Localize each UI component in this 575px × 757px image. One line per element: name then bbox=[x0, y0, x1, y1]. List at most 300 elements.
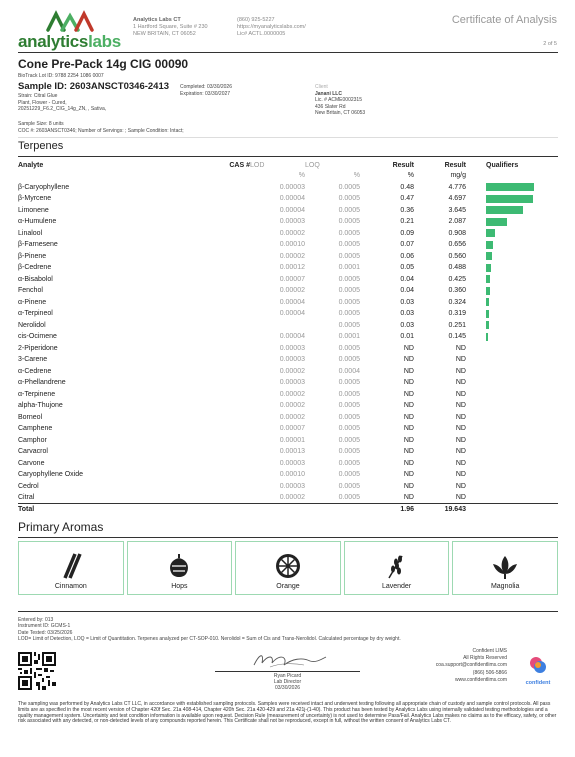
result-bar bbox=[486, 321, 489, 329]
result-bar bbox=[486, 264, 491, 272]
lab-license: Lic# ACTL.0000005 bbox=[237, 31, 286, 37]
loq-value: 0.0005 bbox=[338, 390, 360, 398]
loq-value: 0.0001 bbox=[338, 333, 360, 341]
unit-loq: % bbox=[353, 172, 360, 180]
logo-text-b: labs bbox=[88, 32, 121, 51]
qualifier-cell bbox=[466, 469, 558, 481]
lod-value: 0.00003 bbox=[279, 218, 305, 226]
table-row bbox=[18, 458, 558, 470]
loq-value: 0.0005 bbox=[338, 448, 360, 456]
result-pct: 0.04 bbox=[400, 275, 414, 283]
analyte-name: α-Cedrene bbox=[18, 367, 52, 375]
legend-text: LOD= Limit of Detection, LOQ = Limit of Quantitation. Terpenes analyzed per CT-SOP-010. Nerolidol = Sum of Cis and Trans-Nerolidol. Calculated percentage by dry weight. bbox=[18, 635, 401, 642]
result-mg: ND bbox=[455, 379, 466, 387]
qualifier-cell bbox=[466, 400, 558, 412]
result-pct: ND bbox=[403, 459, 414, 467]
analyte-name: Citral bbox=[18, 494, 35, 501]
entered-by: Entered by: 013 bbox=[18, 617, 54, 623]
client-address-1: 436 Slater Rd bbox=[315, 103, 346, 110]
loq-value: 0.0005 bbox=[338, 218, 360, 226]
magnolia-icon bbox=[490, 552, 520, 580]
cas-number bbox=[190, 308, 250, 320]
confident-logo-icon bbox=[528, 655, 548, 675]
qualifier-cell bbox=[466, 412, 558, 424]
analyte-name: β-Pinene bbox=[18, 252, 47, 260]
confident-logo bbox=[518, 655, 558, 687]
cas-number bbox=[190, 285, 250, 297]
terpenes-title: Terpenes bbox=[18, 140, 64, 152]
qualifier-cell bbox=[466, 216, 558, 228]
cinnamon-icon bbox=[60, 552, 82, 580]
qualifier-cell bbox=[466, 492, 558, 504]
aroma-card bbox=[344, 541, 450, 595]
loq-value: 0.0005 bbox=[338, 321, 360, 329]
analyte-name: alpha-Thujone bbox=[18, 402, 63, 410]
cas-number bbox=[190, 239, 250, 251]
aroma-card bbox=[235, 541, 341, 595]
lod-value: 0.00003 bbox=[279, 379, 305, 387]
result-pct: 0.09 bbox=[400, 229, 414, 237]
logo-mark-icon bbox=[46, 10, 106, 32]
result-pct: ND bbox=[403, 379, 414, 387]
client-name: Janani LLC bbox=[315, 90, 342, 97]
sign-date: 03/30/2026 bbox=[274, 685, 301, 691]
analyte-name: Caryophyllene Oxide bbox=[18, 471, 83, 479]
loq-value: 0.0004 bbox=[338, 367, 360, 375]
qualifier-cell bbox=[466, 308, 558, 320]
analyte-name: α-Pinene bbox=[18, 298, 47, 306]
table-units-row bbox=[18, 170, 558, 182]
qualifier-cell bbox=[466, 251, 558, 263]
table-row bbox=[18, 239, 558, 251]
result-mg: ND bbox=[455, 390, 466, 398]
cas-number bbox=[190, 205, 250, 217]
loq-value: 0.0005 bbox=[338, 183, 360, 191]
loq-value: 0.0005 bbox=[338, 229, 360, 237]
result-bar bbox=[486, 275, 490, 283]
lod-value: 0.00002 bbox=[279, 252, 305, 260]
lab-phone: (860) 925-5227 bbox=[237, 17, 275, 23]
table-row bbox=[18, 389, 558, 401]
loq-value: 0.0005 bbox=[338, 344, 360, 352]
lod-value: 0.00010 bbox=[279, 471, 305, 479]
aroma-card bbox=[452, 541, 558, 595]
result-mg: ND bbox=[455, 494, 466, 501]
result-bar bbox=[486, 218, 507, 226]
confident-title: Confident LIMS bbox=[472, 648, 507, 654]
loq-value: 0.0005 bbox=[338, 459, 360, 467]
qualifier-cell bbox=[466, 228, 558, 240]
result-pct: 0.03 bbox=[400, 321, 414, 329]
loq-value: 0.0005 bbox=[338, 494, 360, 501]
loq-value: 0.0001 bbox=[338, 264, 360, 272]
cas-number bbox=[190, 435, 250, 447]
result-bar bbox=[486, 195, 533, 203]
lod-value bbox=[250, 320, 305, 332]
cas-number bbox=[190, 366, 250, 378]
result-pct: ND bbox=[403, 494, 414, 501]
cas-number bbox=[190, 320, 250, 332]
result-pct: ND bbox=[403, 436, 414, 444]
table-row bbox=[18, 377, 558, 389]
result-bar bbox=[486, 252, 492, 260]
signature-icon bbox=[250, 651, 330, 671]
qualifier-cell bbox=[466, 354, 558, 366]
table-row bbox=[18, 228, 558, 240]
client-block bbox=[315, 84, 365, 117]
total-mg: 19.643 bbox=[444, 506, 466, 513]
loq-value: 0.0005 bbox=[338, 252, 360, 260]
result-mg: 0.145 bbox=[448, 333, 466, 341]
aromas-title: Primary Aromas bbox=[18, 520, 104, 534]
lab-address-block bbox=[133, 17, 208, 38]
lod-value: 0.00007 bbox=[279, 275, 305, 283]
result-bar bbox=[486, 298, 489, 306]
qr-code-icon bbox=[18, 652, 56, 690]
qualifier-cell bbox=[466, 377, 558, 389]
result-mg: ND bbox=[455, 344, 466, 352]
lod-value: 0.00001 bbox=[279, 436, 305, 444]
confident-rights: All Rights Reserved bbox=[463, 655, 507, 662]
cas-number bbox=[190, 331, 250, 343]
result-bar bbox=[486, 183, 534, 191]
analyte-name: Carvacrol bbox=[18, 448, 48, 456]
result-pct: 0.05 bbox=[400, 264, 414, 272]
result-mg: 2.087 bbox=[448, 218, 466, 226]
lod-value: 0.00003 bbox=[279, 482, 305, 490]
logo-text-a: analytics bbox=[18, 32, 89, 51]
analyte-name: Cedrol bbox=[18, 482, 39, 490]
result-mg: 0.560 bbox=[448, 252, 466, 260]
qualifier-cell bbox=[466, 481, 558, 493]
qr-code[interactable] bbox=[18, 652, 56, 690]
doc-title: Certificate of Analysis bbox=[451, 14, 557, 26]
result-mg: 0.324 bbox=[448, 298, 466, 306]
analyte-name: Nerolidol bbox=[18, 321, 46, 329]
result-mg: ND bbox=[455, 436, 466, 444]
analyte-name: α-Humulene bbox=[18, 218, 57, 226]
info-divider bbox=[18, 137, 558, 138]
lod-value: 0.00002 bbox=[279, 402, 305, 410]
loq-value: 0.0005 bbox=[338, 195, 360, 203]
qualifier-cell bbox=[466, 274, 558, 286]
result-pct: 0.47 bbox=[400, 195, 414, 203]
cas-number bbox=[190, 343, 250, 355]
result-bar bbox=[486, 229, 495, 237]
result-mg: ND bbox=[455, 367, 466, 375]
lod-value: 0.00003 bbox=[279, 459, 305, 467]
analyte-name: Fenchol bbox=[18, 287, 43, 295]
lod-value: 0.00012 bbox=[279, 264, 305, 272]
qualifier-cell bbox=[466, 366, 558, 378]
qualifier-cell bbox=[466, 389, 558, 401]
result-pct: 0.36 bbox=[400, 206, 414, 214]
confident-email[interactable]: coa.support@confidentlims.com bbox=[435, 662, 507, 669]
loq-value: 0.0005 bbox=[338, 298, 360, 306]
qualifier-cell bbox=[466, 182, 558, 194]
terpenes-table bbox=[18, 160, 558, 515]
table-row bbox=[18, 446, 558, 458]
lot: 20251229_F6.2_CIG_14g_ZN, , Sativa, bbox=[18, 106, 107, 112]
qualifier-cell bbox=[466, 285, 558, 297]
analyte-name: Carvone bbox=[18, 459, 45, 467]
cas-number bbox=[190, 274, 250, 286]
result-pct: 0.03 bbox=[400, 298, 414, 306]
lod-value: 0.00002 bbox=[279, 229, 305, 237]
lod-value: 0.00002 bbox=[279, 390, 305, 398]
table-row bbox=[18, 423, 558, 435]
unit-lod: % bbox=[298, 172, 305, 180]
cas-number bbox=[190, 216, 250, 228]
result-mg: 3.645 bbox=[448, 206, 466, 214]
qualifier-cell bbox=[466, 205, 558, 217]
instrument-id: Instrument ID: GCMS-1 bbox=[18, 623, 71, 630]
qualifier-cell bbox=[466, 331, 558, 343]
lod-value: 0.00002 bbox=[279, 367, 305, 375]
table-row bbox=[18, 251, 558, 263]
cas-number bbox=[190, 262, 250, 274]
result-bar bbox=[486, 287, 490, 295]
signer-title: Lab Director bbox=[273, 679, 302, 685]
lod-value: 0.00004 bbox=[279, 333, 305, 341]
table-row bbox=[18, 193, 558, 205]
result-mg: ND bbox=[455, 356, 466, 364]
result-pct: ND bbox=[403, 356, 414, 364]
confident-info bbox=[436, 648, 507, 684]
dates-block bbox=[180, 84, 232, 97]
aroma-card bbox=[127, 541, 233, 595]
aromas-row bbox=[18, 541, 558, 595]
cas-number bbox=[190, 446, 250, 458]
test-meta bbox=[18, 617, 401, 642]
header-result-mg: Result bbox=[444, 161, 466, 169]
lavender-icon bbox=[384, 552, 410, 580]
result-pct: 0.07 bbox=[400, 241, 414, 249]
lod-value: 0.00002 bbox=[279, 413, 305, 421]
cas-number bbox=[190, 354, 250, 366]
loq-value: 0.0005 bbox=[338, 275, 360, 283]
result-mg: ND bbox=[455, 448, 466, 456]
cas-number bbox=[190, 412, 250, 424]
table-row bbox=[18, 205, 558, 217]
result-pct: 0.01 bbox=[400, 333, 414, 341]
hops-icon bbox=[166, 552, 192, 580]
cas-number bbox=[190, 182, 250, 194]
qualifier-cell bbox=[466, 446, 558, 458]
aroma-label: Hops bbox=[171, 583, 188, 590]
loq-value: 0.0005 bbox=[338, 206, 360, 214]
total-label: Total bbox=[18, 506, 35, 513]
lab-address-2: NEW BRITAIN, CT 06052 bbox=[133, 31, 196, 37]
header-result-pct: Result bbox=[392, 161, 414, 169]
result-mg: 4.697 bbox=[448, 195, 466, 203]
qualifier-cell bbox=[466, 423, 558, 435]
completed-date: Completed: 03/30/2026 bbox=[180, 84, 232, 90]
lod-value: 0.00003 bbox=[279, 356, 305, 364]
signature-block bbox=[215, 651, 360, 701]
confident-web[interactable]: www.confidentlims.com bbox=[455, 676, 507, 683]
lod-value: 0.00002 bbox=[279, 287, 305, 295]
date-tested: Date Tested: 03/25/2026 bbox=[18, 629, 73, 636]
result-mg: ND bbox=[455, 402, 466, 410]
header-lod: LOD bbox=[250, 161, 265, 169]
lab-address-1: 1 Hartford Square, Suite # 230 bbox=[133, 24, 208, 30]
result-mg: 0.488 bbox=[448, 264, 466, 272]
unit-result-mg: mg/g bbox=[450, 172, 466, 180]
page-number: 2 of 5 bbox=[543, 41, 557, 47]
analyte-name: α-Phellandrene bbox=[18, 379, 66, 387]
aroma-card bbox=[18, 541, 124, 595]
loq-value: 0.0005 bbox=[338, 356, 360, 364]
result-mg: 0.319 bbox=[448, 310, 466, 318]
analyte-name: Camphene bbox=[18, 425, 53, 433]
lod-value: 0.00007 bbox=[279, 425, 305, 433]
cas-number bbox=[190, 228, 250, 240]
result-mg: 0.656 bbox=[448, 241, 466, 249]
loq-value: 0.0005 bbox=[338, 425, 360, 433]
table-row bbox=[18, 320, 558, 332]
sample-size: Sample Size: 8 units bbox=[18, 121, 64, 127]
result-mg: 0.251 bbox=[448, 321, 466, 329]
qualifier-cell bbox=[466, 262, 558, 274]
client-address-2: New Britain, CT 06053 bbox=[315, 110, 366, 116]
result-mg: 0.425 bbox=[448, 275, 466, 283]
analyte-name: α-Bisabolol bbox=[18, 275, 53, 283]
result-bar bbox=[486, 241, 493, 249]
lod-value: 0.00004 bbox=[279, 195, 305, 203]
cas-number bbox=[190, 193, 250, 205]
disclaimer: The sampling was performed by Analytics Labs CT LLC, in accordance with established sampling protocols. Samples were received intact and underwent testing following all appropriate chain of custody and sample control protocols. All pass limits are as specified in the most recent version of Chapter 420f Sec. 21a 408-414, Chapter 420h Sec. 21a 420-429 and 21a 421j-(1-40). This product has been tested by Analytics Labs using internally validated testing methodologies and a quality management system. Uncertainty and test condition information is available upon request. Decision Rule (measurement of uncertainty) is not used to determine Pass/Fail. Analytics Labs makes no claims as to the efficacy, safety, or other risk associated with any detected, or non-detected levels of any compounds reported herein. This Certificate shall not be reproduced, except in full, without the written consent of Analytics Labs CT. bbox=[18, 701, 557, 725]
product-name: Cone Pre-Pack 14g CIG 00090 bbox=[18, 57, 189, 71]
cas-number bbox=[190, 389, 250, 401]
table-header-row bbox=[18, 160, 558, 170]
table-row bbox=[18, 308, 558, 320]
cas-number bbox=[190, 481, 250, 493]
qualifier-cell bbox=[466, 435, 558, 447]
orange-icon bbox=[274, 552, 302, 580]
header-cas: CAS # bbox=[229, 161, 250, 169]
result-mg: ND bbox=[455, 482, 466, 490]
cas-number bbox=[190, 400, 250, 412]
analyte-name: β-Myrcene bbox=[18, 195, 52, 203]
loq-value: 0.0005 bbox=[338, 471, 360, 479]
lod-value: 0.00010 bbox=[279, 241, 305, 249]
table-row bbox=[18, 343, 558, 355]
lod-value: 0.00004 bbox=[279, 298, 305, 306]
expiration-date: Expiration: 03/30/2027 bbox=[180, 90, 231, 97]
biotrack-id: BioTrack Lot ID: 9788 2254 1086 0007 bbox=[18, 73, 104, 79]
loq-value: 0.0005 bbox=[338, 482, 360, 490]
analyte-name: β-Farnesene bbox=[18, 241, 58, 249]
table-row bbox=[18, 400, 558, 412]
sample-details bbox=[18, 93, 106, 113]
lod-value: 0.00013 bbox=[279, 448, 305, 456]
loq-value: 0.0005 bbox=[338, 379, 360, 387]
qualifier-cell bbox=[466, 239, 558, 251]
confident-phone: (866) 506-5866 bbox=[472, 669, 507, 676]
result-pct: 0.21 bbox=[400, 218, 414, 226]
qualifier-cell bbox=[466, 297, 558, 309]
aroma-label: Orange bbox=[276, 583, 300, 590]
analyte-name: Borneol bbox=[18, 413, 43, 421]
qualifier-cell bbox=[466, 458, 558, 470]
result-pct: 0.48 bbox=[400, 183, 414, 191]
qualifier-cell bbox=[466, 193, 558, 205]
aroma-label: Cinnamon bbox=[54, 583, 87, 590]
analyte-name: 3-Carene bbox=[18, 356, 48, 364]
table-row bbox=[18, 182, 558, 194]
aroma-label: Magnolia bbox=[490, 583, 520, 590]
result-pct: ND bbox=[403, 448, 414, 456]
terpenes-divider bbox=[18, 156, 558, 157]
result-pct: ND bbox=[403, 413, 414, 421]
cas-number bbox=[190, 377, 250, 389]
result-pct: 0.04 bbox=[400, 287, 414, 295]
result-pct: ND bbox=[403, 344, 414, 352]
confident-logo-text: confident bbox=[525, 680, 551, 686]
result-mg: 0.360 bbox=[448, 287, 466, 295]
table-row bbox=[18, 331, 558, 343]
analyte-name: Limonene bbox=[18, 206, 49, 214]
header-analyte: Analyte bbox=[18, 161, 44, 169]
table-row bbox=[18, 262, 558, 274]
header-divider bbox=[18, 52, 558, 53]
result-bar bbox=[486, 333, 488, 341]
result-pct: 0.03 bbox=[400, 310, 414, 318]
coc-info: COC #: 2603ANSCT0346; Number of Servings: ; Sample Condition: Intact; bbox=[18, 128, 184, 134]
result-pct: ND bbox=[403, 425, 414, 433]
lod-value: 0.00003 bbox=[279, 344, 305, 352]
analyte-name: β-Caryophyllene bbox=[18, 183, 70, 191]
table-row bbox=[18, 412, 558, 424]
table-row bbox=[18, 354, 558, 366]
table-row bbox=[18, 297, 558, 309]
header-loq: LOQ bbox=[305, 161, 320, 169]
cas-number bbox=[190, 469, 250, 481]
analyte-name: α-Terpinene bbox=[18, 390, 56, 398]
table-row bbox=[18, 469, 558, 481]
result-mg: ND bbox=[455, 425, 466, 433]
aromas-divider bbox=[18, 537, 558, 538]
table-row bbox=[18, 481, 558, 493]
header-qualifiers: Qualifiers bbox=[486, 161, 519, 169]
analyte-name: Linalool bbox=[18, 229, 43, 237]
result-pct: ND bbox=[403, 367, 414, 375]
result-mg: 0.908 bbox=[448, 229, 466, 237]
result-bar bbox=[486, 310, 489, 318]
result-pct: 0.06 bbox=[400, 252, 414, 260]
lod-value: 0.00004 bbox=[279, 310, 305, 318]
result-mg: ND bbox=[455, 471, 466, 479]
total-pct: 1.96 bbox=[400, 506, 414, 513]
footer-divider bbox=[18, 611, 558, 612]
cas-number bbox=[190, 458, 250, 470]
result-pct: ND bbox=[403, 402, 414, 410]
table-total-row bbox=[18, 504, 558, 516]
sample-id: Sample ID: 2603ANSCT0346-2413 bbox=[18, 81, 170, 92]
strain: Strain: Citral Glue bbox=[18, 93, 58, 99]
matrix: Plant, Flower - Cured, bbox=[18, 99, 67, 106]
result-pct: ND bbox=[403, 390, 414, 398]
result-bar bbox=[486, 206, 523, 214]
loq-value: 0.0005 bbox=[338, 413, 360, 421]
analyte-name: cis-Ocimene bbox=[18, 333, 57, 341]
table-row bbox=[18, 274, 558, 286]
signature-line bbox=[215, 671, 360, 672]
result-mg: 4.776 bbox=[448, 183, 466, 191]
analyte-name: β-Cedrene bbox=[18, 264, 52, 272]
lab-website[interactable]: https://myanalyticslabs.com/ bbox=[237, 24, 306, 30]
